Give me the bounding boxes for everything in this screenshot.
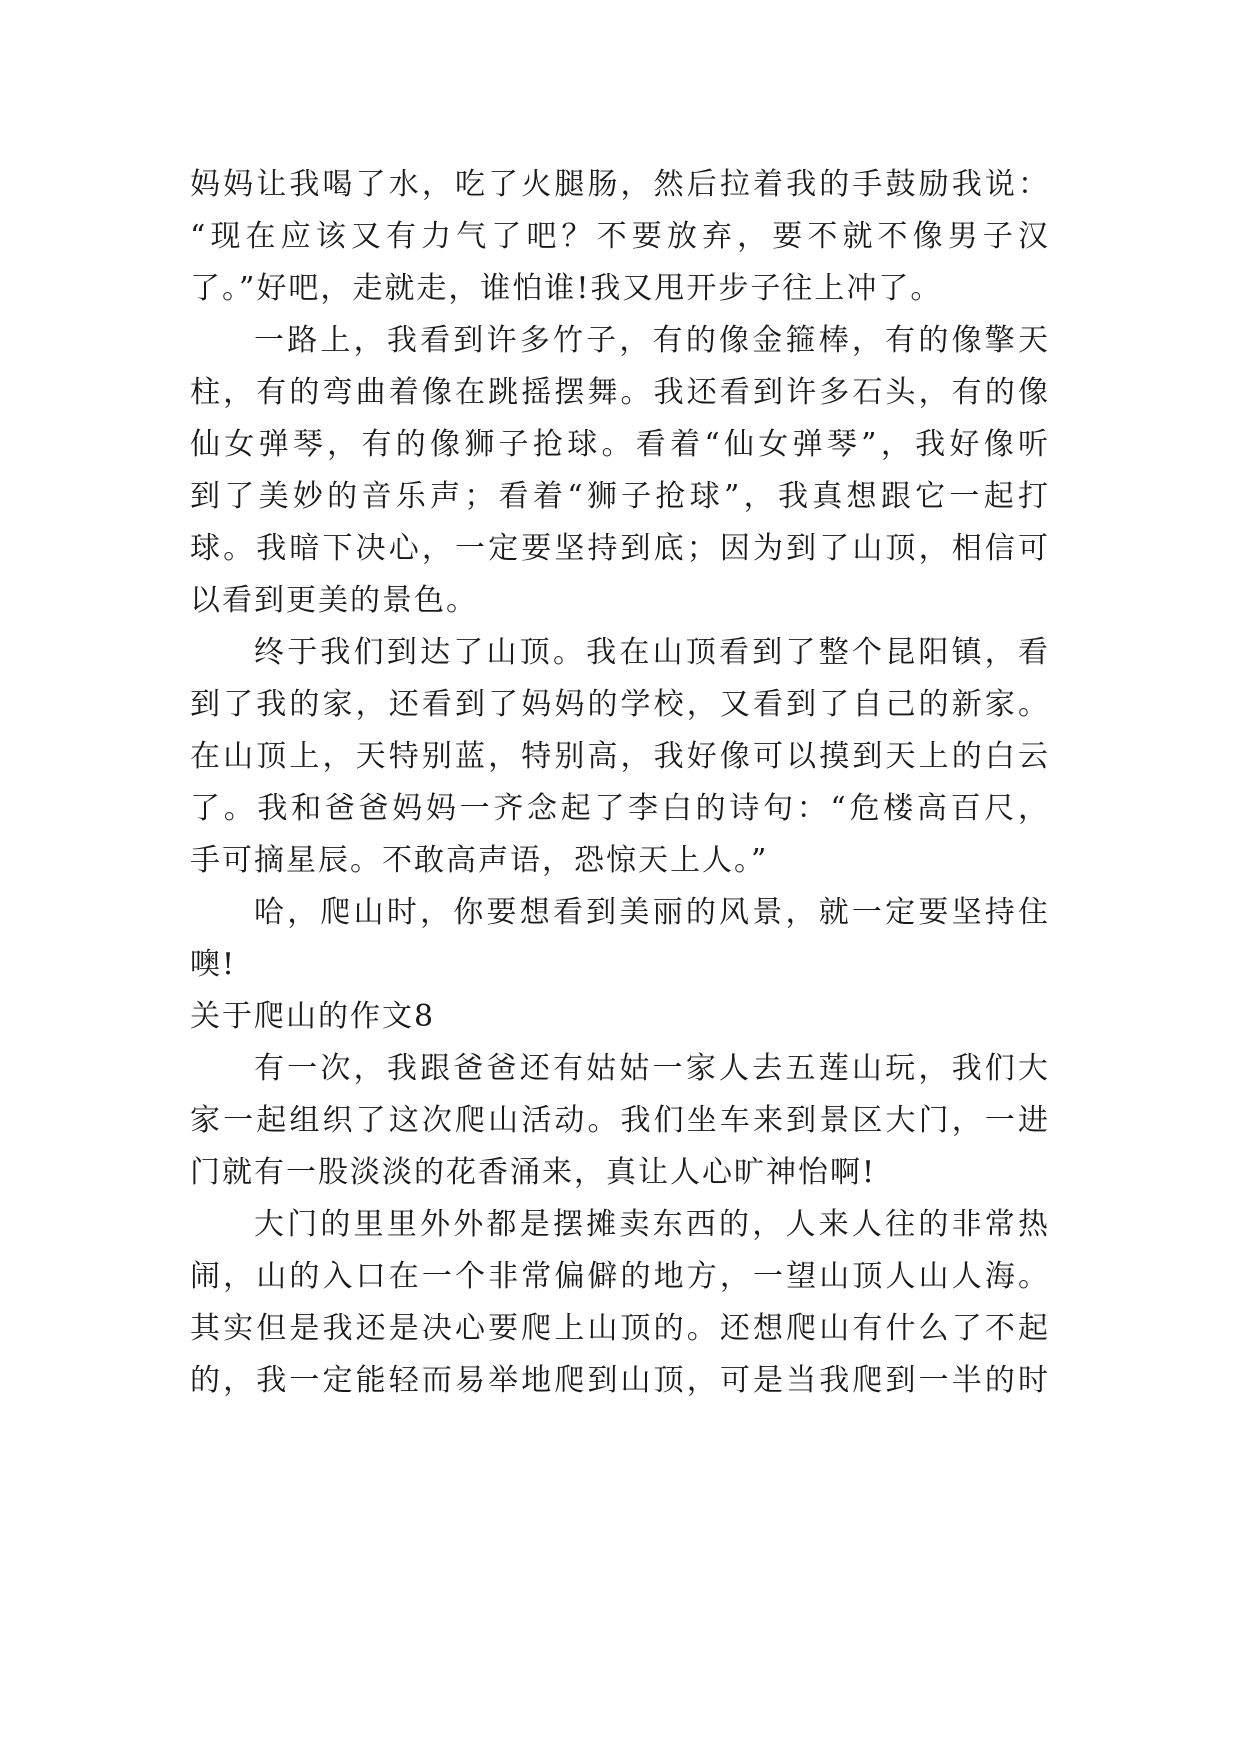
text-line: 手可摘星辰。不敢高声语，恐惊天上人。” xyxy=(190,843,769,878)
text-line: 终于我们到达了山顶。我在山顶看到了整个昆阳镇，看 xyxy=(254,635,1050,670)
text-line: 其实但是我还是决心要爬上山顶的。还想爬山有什么了不起 xyxy=(190,1311,1050,1346)
text-line: 柱，有的弯曲着像在跳摇摆舞。我还看到许多石头，有的像 xyxy=(190,375,1050,410)
text-line: 家一起组织了这次爬山活动。我们坐车来到景区大门，一进 xyxy=(190,1103,1050,1138)
text-line: 哈，爬山时，你要想看到美丽的风景，就一定要坚持住 xyxy=(254,895,1050,930)
essay-body xyxy=(190,159,1050,1407)
text-line: 闹，山的入口在一个非常偏僻的地方，一望山顶人山人海。 xyxy=(190,1259,1050,1294)
text-line: 到了美妙的音乐声；看着“狮子抢球”，我真想跟它一起打 xyxy=(190,479,1050,514)
text-line: 以看到更美的景色。 xyxy=(190,583,478,618)
text-line: 在山顶上，天特别蓝，特别高，我好像可以摸到天上的白云 xyxy=(190,739,1050,774)
text-line: 噢! xyxy=(190,947,237,982)
text-line: 了。”好吧，走就走，谁怕谁!我又甩开步子往上冲了。 xyxy=(190,271,943,306)
text-line: 仙女弹琴，有的像狮子抢球。看着“仙女弹琴”，我好像听 xyxy=(190,427,1050,462)
text-line: “现在应该又有力气了吧？不要放弃，要不就不像男子汉 xyxy=(190,219,1050,254)
text-line: 门就有一股淡淡的花香涌来，真让人心旷神怡啊! xyxy=(190,1155,877,1190)
text-line: 大门的里里外外都是摆摊卖东西的，人来人往的非常热 xyxy=(254,1207,1050,1242)
text-line: 的，我一定能轻而易举地爬到山顶，可是当我爬到一半的时 xyxy=(190,1363,1050,1398)
text-line: 球。我暗下决心，一定要坚持到底；因为到了山顶，相信可 xyxy=(190,531,1050,566)
section-heading: 关于爬山的作文8 xyxy=(190,999,436,1034)
text-line: 到了我的家，还看到了妈妈的学校，又看到了自己的新家。 xyxy=(190,687,1050,722)
text-line: 妈妈让我喝了水，吃了火腿肠，然后拉着我的手鼓励我说： xyxy=(190,167,1050,202)
text-line: 一路上，我看到许多竹子，有的像金箍棒，有的像擎天 xyxy=(254,323,1050,358)
text-line: 有一次，我跟爸爸还有姑姑一家人去五莲山玩，我们大 xyxy=(254,1051,1050,1086)
text-line: 了。我和爸爸妈妈一齐念起了李白的诗句：“危楼高百尺， xyxy=(190,791,1050,826)
